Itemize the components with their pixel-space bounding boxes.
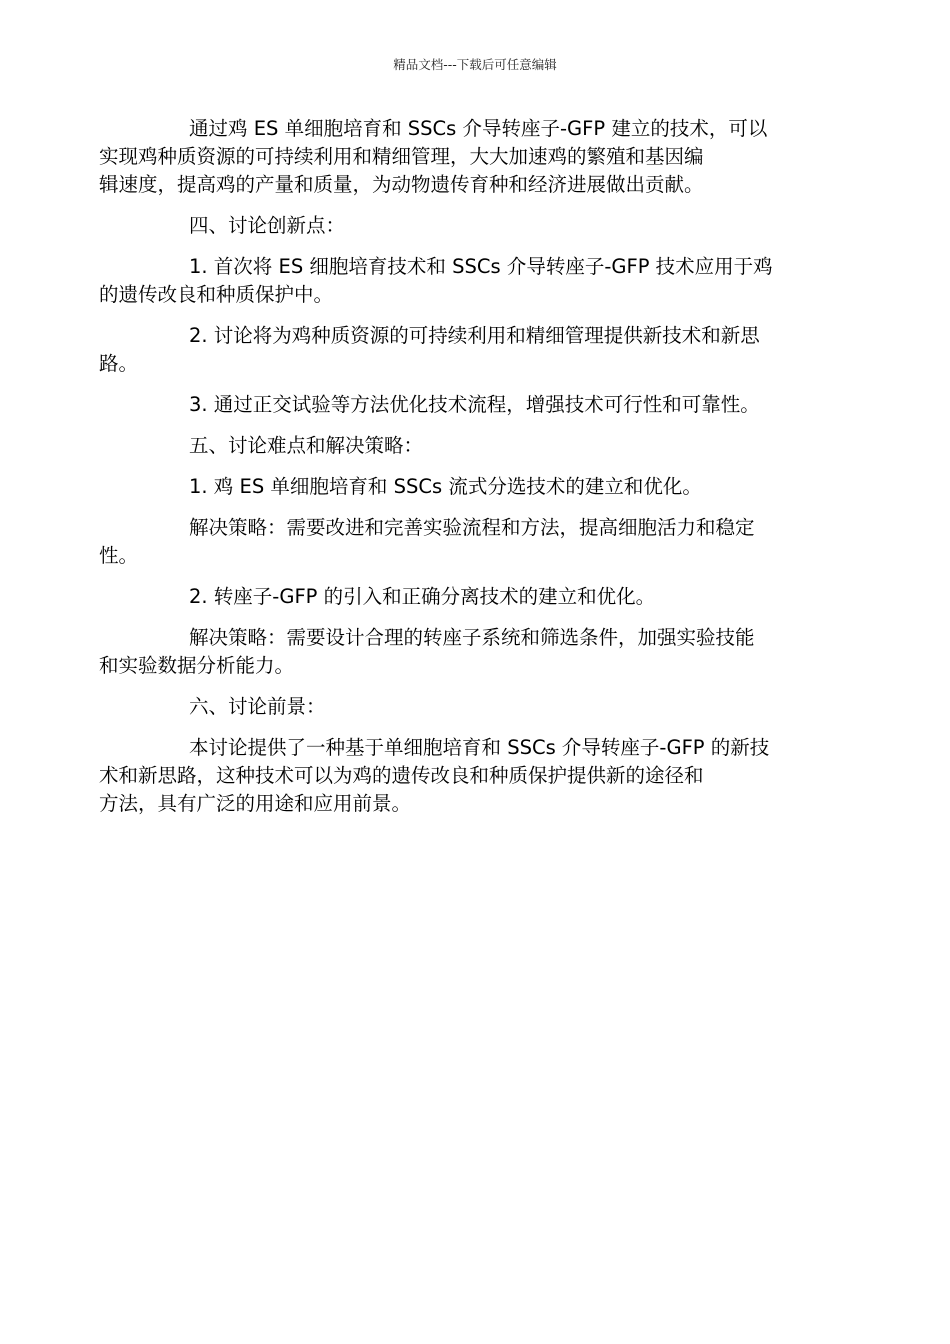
paragraph-line: 3. 通过正交试验等方法优化技术流程，增强技术可行性和可靠性。 — [189, 393, 760, 416]
innovation-item-2 — [99, 322, 808, 378]
paragraph-line: 解决策略：需要改进和完善实验流程和方法，提高细胞活力和稳定 — [189, 516, 755, 539]
paragraph-intro — [99, 115, 808, 199]
paragraph-line: 路。 — [99, 352, 139, 375]
difficulty-item-2 — [144, 583, 808, 611]
paragraph-line: 方法，具有广泛的用途和应用前景。 — [99, 792, 412, 815]
innovation-item-1 — [99, 253, 808, 309]
prospects-paragraph — [99, 734, 808, 818]
page-header: 精品文档---下载后可任意编辑 — [393, 57, 557, 72]
paragraph-line: 的遗传改良和种质保护中。 — [99, 283, 334, 306]
paragraph-line: 通过鸡 ES 单细胞培育和 SSCs 介导转座子-GFP 建立的技术，可以 — [189, 117, 768, 140]
paragraph-line: 解决策略：需要设计合理的转座子系统和筛选条件，加强实验技能 — [189, 626, 755, 649]
paragraph-line: 1. 鸡 ES 单细胞培育和 SSCs 流式分选技术的建立和优化。 — [189, 475, 702, 498]
paragraph-line: 1. 首次将 ES 细胞培育技术和 SSCs 介导转座子-GFP 技术应用于鸡 — [189, 255, 773, 278]
paragraph-line: 2. 讨论将为鸡种质资源的可持续利用和精细管理提供新技术和新思 — [189, 324, 760, 347]
paragraph-line: 本讨论提供了一种基于单细胞培育和 SSCs 介导转座子-GFP 的新技 — [189, 736, 770, 759]
document-body — [99, 115, 808, 831]
difficulty-item-1 — [144, 473, 808, 501]
paragraph-line: 术和新思路，这种技术可以为鸡的遗传改良和种质保护提供新的途径和 — [99, 764, 704, 787]
paragraph-line: 和实验数据分析能力。 — [99, 654, 295, 677]
heading-text: 六、讨论前景： — [189, 695, 326, 718]
section-heading-innovation — [144, 212, 808, 240]
paragraph-line: 实现鸡种质资源的可持续利用和精细管理，大大加速鸡的繁殖和基因编 — [99, 145, 704, 168]
heading-text: 四、讨论创新点： — [189, 214, 346, 237]
innovation-item-3 — [144, 391, 808, 419]
paragraph-line: 性。 — [99, 544, 139, 567]
paragraph-line: 辑速度，提高鸡的产量和质量，为动物遗传育种和经济进展做出贡献。 — [99, 173, 704, 196]
heading-text: 五、讨论难点和解决策略： — [189, 434, 424, 457]
solution-1 — [99, 514, 808, 570]
solution-2 — [99, 624, 808, 680]
section-heading-difficulties — [144, 432, 808, 460]
paragraph-line: 2. 转座子-GFP 的引入和正确分离技术的建立和优化。 — [189, 585, 656, 608]
section-heading-prospects — [144, 693, 808, 721]
